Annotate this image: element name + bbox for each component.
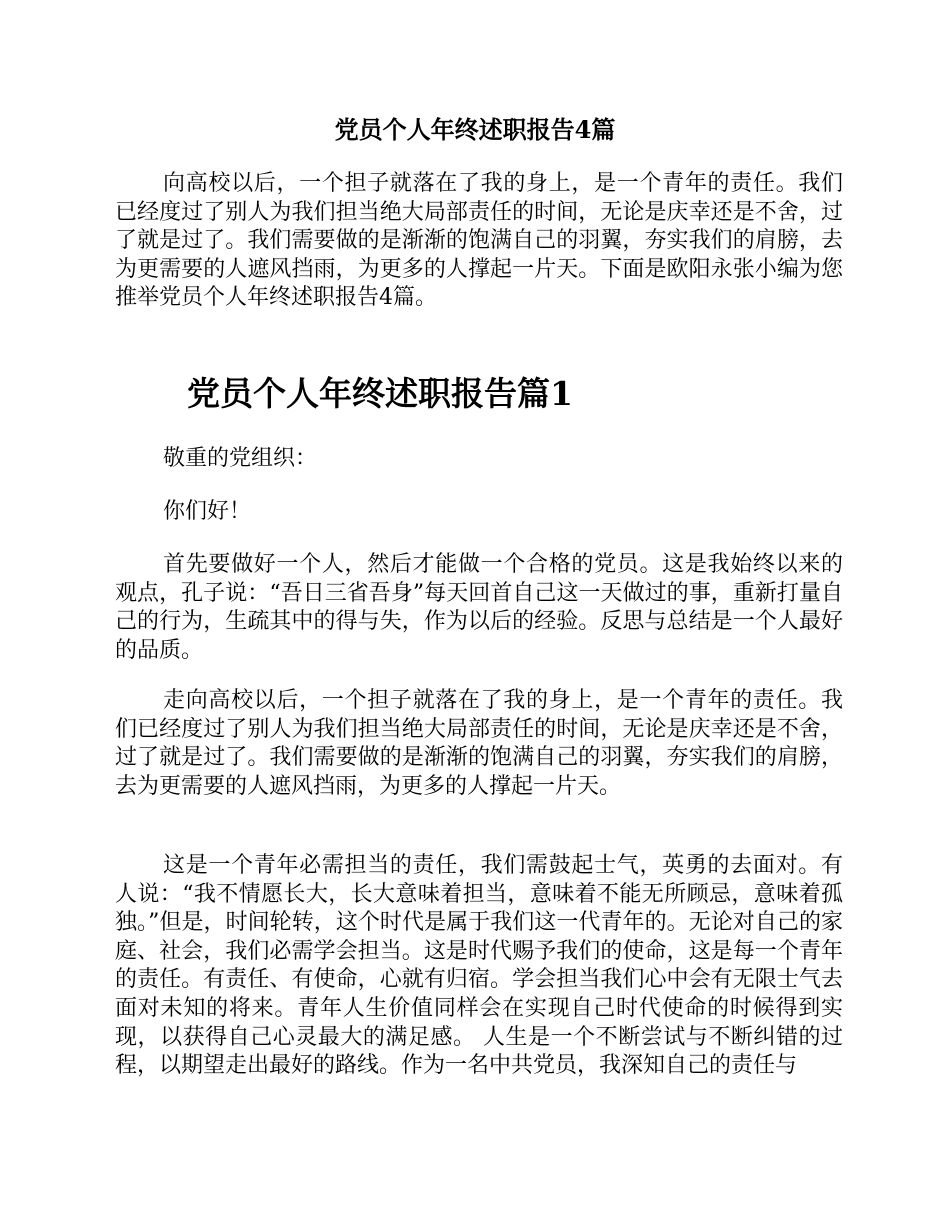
document-title: 党员个人年终述职报告4篇 bbox=[334, 115, 616, 144]
salutation: 敬重的党组织： bbox=[163, 446, 318, 471]
body-paragraph-1: 首先要做好一个人，然后才能做一个合格的党员。这是我始终以来的观点，孔子说：“吾日三省吾身”每天回首自己这一天做过的事，重新打量自己的行为，生疏其中的得与失，作为以后的经验。反思与总结是一个人最好的品质。 bbox=[115, 552, 843, 663]
section-heading: 党员个人年终述职报告篇1 bbox=[187, 374, 573, 413]
intro-paragraph: 向高校以后，一个担子就落在了我的身上，是一个青年的责任。我们已经度过了别人为我们担当绝大局部责任的时间，无论是庆幸还是不舍，过了就是过了。我们需要做的是渐渐的饱满自己的羽翼，夯实我们的肩膀，去为更需要的人遮风挡雨，为更多的人撑起一片天。下面是欧阳永张小编为您推举党员个人年终述职报告4篇。 bbox=[115, 171, 843, 311]
greeting: 你们好！ bbox=[163, 499, 252, 524]
body-paragraph-2: 走向高校以后，一个担子就落在了我的身上，是一个青年的责任。我们已经度过了别人为我们担当绝大局部责任的时间，无论是庆幸还是不舍，过了就是过了。我们需要做的是渐渐的饱满自己的羽翼，夯实我们的肩膀，去为更需要的人遮风挡雨，为更多的人撑起一片天。 bbox=[115, 688, 843, 799]
body-paragraph-3: 这是一个青年必需担当的责任，我们需鼓起士气，英勇的去面对。有人说：“我不情愿长大，长大意味着担当，意味着不能无所顾忌，意味着孤独。”但是，时间轮转，这个时代是属于我们这一代青年的。无论对自己的家庭、社会，我们必需学会担当。这是时代赐予我们的使命，这是每一个青年的责任。有责任、有使命，心就有归宿。学会担当我们心中会有无限士气去面对未知的将来。青年人生价值同样会在实现自己时代使命的时候得到实现，以获得自己心灵最大的满足感。 人生是一个不断尝试与不断纠错的过程，以期望走出最好的路线。作为一名中共党员，我深知自己的责任与 bbox=[115, 853, 843, 1079]
